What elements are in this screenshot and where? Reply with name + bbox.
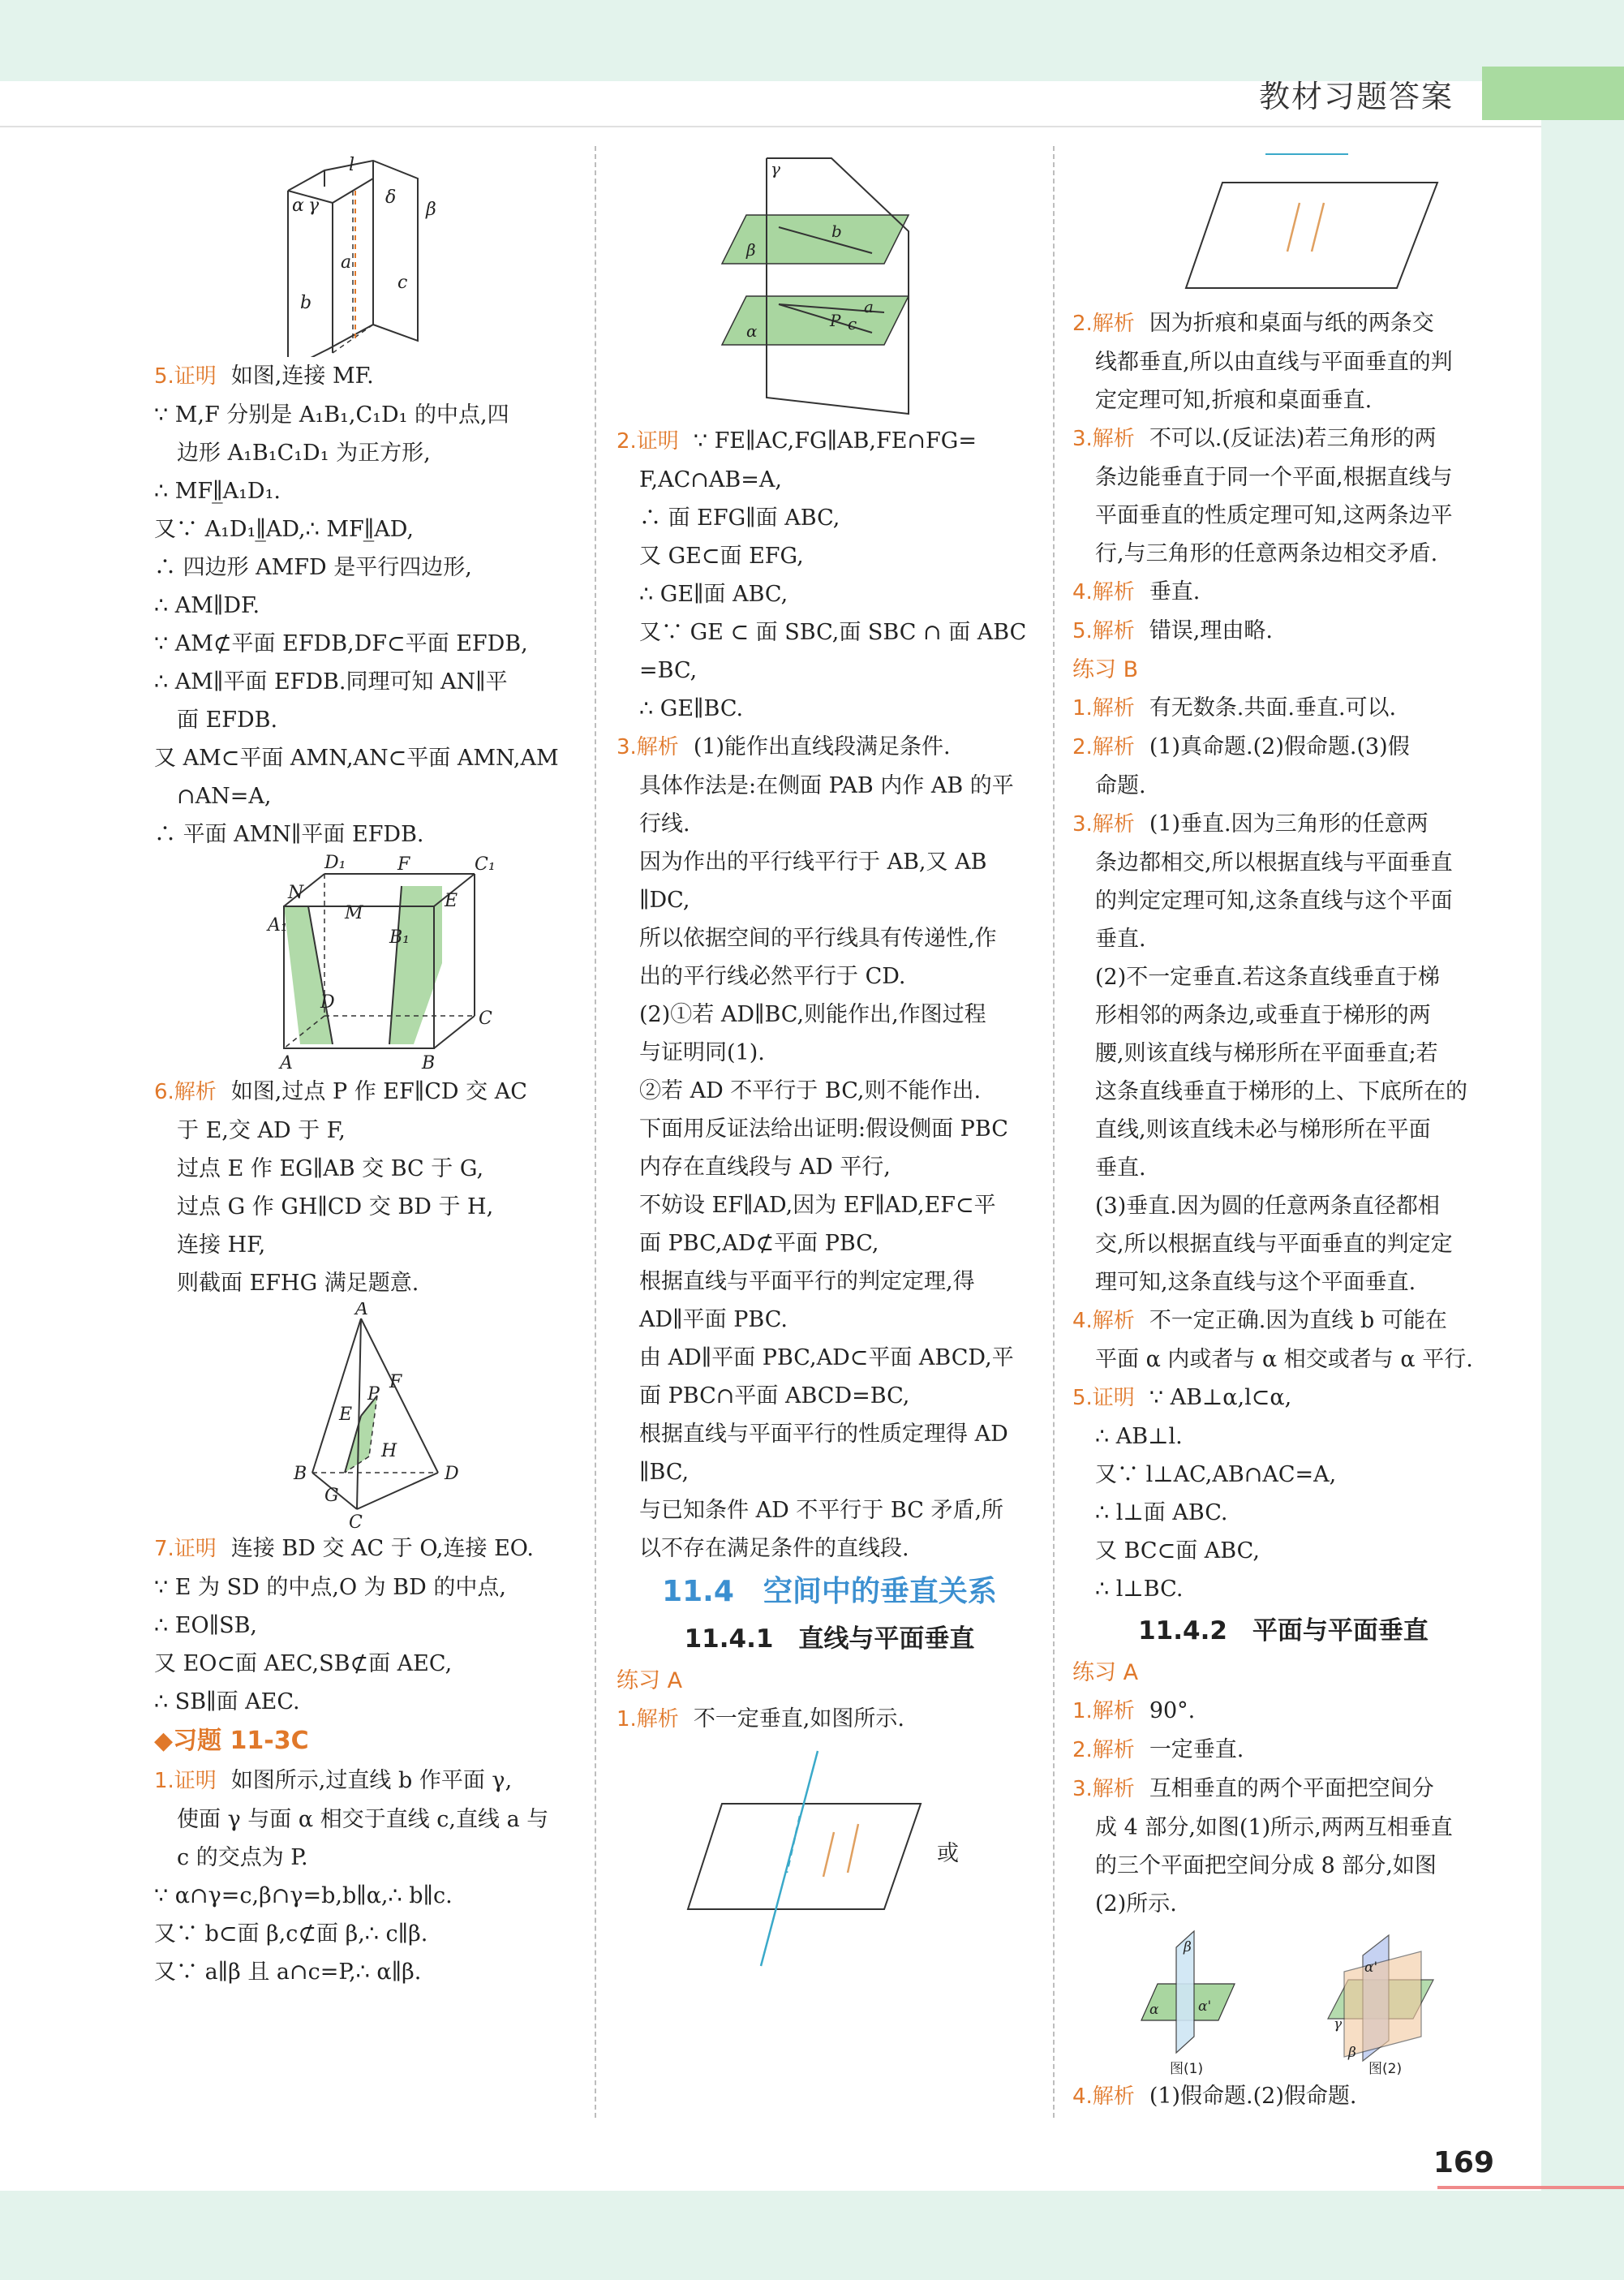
figure-parallel-planes (617, 146, 1042, 422)
answer-text: 又∵ a∥β 且 a∩c=P,∴ α∥β. (154, 1960, 422, 1985)
answer-line (1072, 1885, 1494, 1923)
fig-label: F (397, 854, 410, 875)
answer-label: 6.解析 (154, 1080, 217, 1104)
answer-item (154, 1762, 576, 1800)
answer-text: 由 AD∥平面 PBC,AD⊂平面 ABCD,平 (639, 1345, 1014, 1370)
answer-text: 命题. (1095, 773, 1146, 798)
figure-perpendicular-planes (1072, 1923, 1494, 2077)
answer-text: ∴ 面 EFG∥面 ABC, (639, 505, 840, 531)
answer-text: ∴ AM∥平面 EFDB.同理可知 AN∥平 (154, 669, 508, 695)
answer-text: 又∵ b⊂面 β,c⊄面 β,∴ c∥β. (154, 1921, 428, 1947)
answer-text: 面 PBC∩平面 ABCD=BC, (639, 1383, 910, 1409)
answer-line (1072, 996, 1494, 1035)
answer-label: 1.解析 (1072, 1699, 1135, 1723)
answer-label: 5.证明 (154, 364, 217, 389)
answer-line (1072, 1073, 1494, 1111)
answer-text: ∴ SB∥面 AEC. (154, 1689, 300, 1714)
exercise-heading: 练习 A (1072, 1660, 1139, 1685)
answer-line (617, 690, 1042, 728)
answer-line (617, 1529, 1042, 1568)
answer-line (154, 548, 576, 587)
answer-text: ∥BC, (639, 1460, 690, 1485)
answer-line (617, 1224, 1042, 1263)
answer-line (617, 996, 1042, 1034)
answer-text: 行,与三角形的任意两条边相交矛盾. (1095, 541, 1438, 566)
answer-line (1072, 1532, 1494, 1570)
page-number: 169 (1433, 2146, 1494, 2179)
answer-item (1072, 728, 1494, 767)
answer-text: 使面 γ 与面 α 相交于直线 c,直线 a 与 (177, 1807, 549, 1832)
fig-label: β (746, 240, 756, 260)
answer-label: 1.解析 (1072, 696, 1135, 721)
fig-label: C (349, 1512, 363, 1529)
answer-label: 5.证明 (1072, 1386, 1135, 1410)
answer-text: (2)不一定垂直.若这条直线垂直于梯 (1095, 965, 1440, 990)
answer-text: 不一定垂直,如图所示. (693, 1706, 904, 1732)
fig-label: D (445, 1464, 459, 1484)
answer-line (154, 1112, 576, 1150)
answer-line (617, 1110, 1042, 1148)
answer-label: 5.解析 (1072, 619, 1135, 643)
answer-label: 2.解析 (1072, 312, 1135, 336)
answer-text: 不妨设 EF∥AD,因为 EF∥AD,EF⊂平 (639, 1193, 996, 1218)
answer-line (1072, 1149, 1494, 1187)
answer-text: 腰,则该直线与梯形所在平面垂直;若 (1095, 1041, 1438, 1066)
answer-item (1072, 1731, 1494, 1770)
answer-line (617, 1491, 1042, 1529)
answer-text: ∵ AB⊥α,l⊂α, (1149, 1385, 1292, 1410)
fig-label: γ (771, 159, 780, 179)
answer-text: ∴ AB⊥l. (1095, 1424, 1183, 1449)
answer-text: 条边能垂直于同一个平面,根据直线与 (1095, 465, 1453, 490)
fig-label: δ (385, 187, 397, 208)
fig-label: γ (1334, 2016, 1343, 2033)
answer-line (154, 1877, 576, 1915)
exercise-set-heading: ◆习题 11-3C (154, 1727, 309, 1755)
fig-label: B₁ (389, 927, 410, 948)
fig-caption: 图(2) (1368, 2061, 1403, 2077)
fig-label: E (445, 891, 458, 911)
answer-text: 所以依据空间的平行线具有传递性,作 (639, 926, 997, 951)
answer-line (1072, 497, 1494, 535)
answer-line (154, 396, 576, 434)
answer-text: (2)①若 AD∥BC,则能作出,作图过程 (639, 1002, 986, 1027)
answer-item (1072, 1692, 1494, 1731)
answer-line (617, 1186, 1042, 1224)
answer-text: 与证明同(1). (639, 1040, 765, 1065)
answer-line (617, 957, 1042, 996)
page-number-bar (1437, 2186, 1624, 2189)
answer-text: 条边都相交,所以根据直线与平面垂直 (1095, 850, 1453, 875)
fig-label: G (324, 1486, 339, 1506)
answer-text: 如图,连接 MF. (230, 364, 374, 389)
figure-line-plane (617, 1739, 1042, 1974)
fig-label: C₁ (475, 854, 496, 875)
answer-item (1072, 1301, 1494, 1340)
answer-text: ∵ E 为 SD 的中点,O 为 BD 的中点, (154, 1575, 506, 1600)
fig-label: B (294, 1464, 307, 1484)
answer-text: ∴ l⊥BC. (1095, 1577, 1184, 1602)
answer-text: 如图,过点 P 作 EF∥CD 交 AC (230, 1079, 527, 1104)
answer-line (617, 537, 1042, 575)
answer-text: 又∵ A₁D₁∥̲AD,∴ MF∥̲AD, (154, 517, 414, 542)
fig-label: C (479, 1009, 492, 1029)
fig-label: H (381, 1441, 397, 1461)
answer-line (1072, 535, 1494, 573)
answer-text: (1)真命题.(2)假命题.(3)假 (1149, 734, 1410, 759)
answer-label: 2.解析 (1072, 1738, 1135, 1762)
figure-prism (154, 146, 576, 357)
answer-text: ∴ GE∥面 ABC, (639, 582, 788, 607)
answer-item (1072, 612, 1494, 651)
fig-or-text: 或 (937, 1841, 959, 1866)
answer-text: 与已知条件 AD 不平行于 BC 矛盾,所 (639, 1498, 1004, 1523)
exercise-heading: 练习 A (617, 1668, 683, 1693)
answer-line (154, 1226, 576, 1264)
answer-line (617, 1148, 1042, 1186)
answer-line (1072, 1187, 1494, 1225)
answer-line (154, 1188, 576, 1226)
answer-text: 又∵ GE ⊂ 面 SBC,面 SBC ∩ 面 ABC (639, 620, 1027, 645)
header-title: 教材习题答案 (1258, 79, 1454, 114)
answer-line (154, 587, 576, 625)
answer-line (154, 1800, 576, 1839)
answer-line (154, 434, 576, 472)
answer-text: 因为折痕和桌面与纸的两条交 (1149, 311, 1434, 336)
column-left (154, 146, 576, 1991)
answer-line (617, 1377, 1042, 1415)
answer-text: 连接 BD 交 AC 于 O,连接 EO. (230, 1536, 534, 1561)
fig-label: b (831, 222, 842, 241)
section-title: 11.4 空间中的垂直关系 (662, 1575, 997, 1608)
answer-label: 2.证明 (617, 429, 679, 454)
answer-line (617, 461, 1042, 499)
answer-line (1072, 1225, 1494, 1263)
answer-line (1072, 882, 1494, 920)
column-divider (595, 146, 596, 2118)
fig-label: α' (1198, 1998, 1212, 2015)
answer-item (154, 1073, 576, 1112)
answer-line (1072, 844, 1494, 882)
fig-label: A (355, 1302, 368, 1319)
column-right (1072, 146, 1494, 2116)
answer-text: 直线,则该直线未必与梯形所在平面 (1095, 1117, 1431, 1142)
subsection-title: 11.4.2 平面与平面垂直 (1138, 1616, 1429, 1645)
answer-line (154, 701, 576, 739)
answer-text: ∴ GE∥BC. (639, 696, 744, 721)
answer-item (1072, 304, 1494, 343)
answer-text: 垂直. (1149, 579, 1201, 604)
header-divider (0, 126, 1541, 127)
answer-text: ∴ EO∥SB, (154, 1613, 257, 1638)
answer-line (1072, 1263, 1494, 1301)
answer-text: 垂直. (1095, 1155, 1146, 1181)
fig-label: A₁ (268, 915, 288, 936)
answer-line (617, 919, 1042, 957)
answer-line (154, 1839, 576, 1877)
answer-text: 面 EFDB. (177, 708, 278, 733)
answer-text: 90°. (1149, 1698, 1196, 1723)
answer-item (617, 728, 1042, 767)
answer-line (1072, 343, 1494, 381)
exercise-heading: 练习 B (1072, 657, 1139, 682)
fig-label: F (389, 1372, 402, 1392)
answer-line (154, 1683, 576, 1721)
answer-label: 4.解析 (1072, 580, 1135, 604)
answer-text: 内存在直线段与 AD 平行, (639, 1155, 891, 1180)
header-tab (1482, 67, 1624, 120)
answer-text: (3)垂直.因为圆的任意两条直径都相 (1095, 1194, 1440, 1219)
answer-line (1072, 1340, 1494, 1379)
fig-label: γ (308, 196, 320, 216)
answer-text: 过点 E 作 EG∥AB 交 BC 于 G, (177, 1156, 484, 1181)
answer-item (1072, 805, 1494, 844)
answer-line (617, 805, 1042, 843)
answer-label: 4.解析 (1072, 2084, 1135, 2109)
fig-label: N (288, 883, 304, 903)
answer-label: 1.解析 (617, 1707, 679, 1732)
fig-label: c (397, 273, 408, 293)
answer-label: 3.解析 (1072, 812, 1135, 837)
answer-text: (1)垂直.因为三角形的任意两 (1149, 811, 1429, 837)
answer-line (617, 652, 1042, 690)
answer-item (1072, 419, 1494, 458)
answer-line (617, 843, 1042, 881)
answer-text: ∴ l⊥面 ABC. (1095, 1500, 1228, 1525)
answer-item (1072, 1770, 1494, 1809)
answer-text: 边形 A₁B₁C₁D₁ 为正方形, (177, 441, 431, 466)
answer-line (154, 663, 576, 701)
answer-line (617, 1263, 1042, 1301)
fig-label: β (426, 200, 436, 220)
answer-text: ∩AN=A, (177, 784, 272, 809)
answer-item (154, 357, 576, 396)
answer-text: 线都垂直,所以由直线与平面垂直的判 (1095, 350, 1453, 375)
answer-item (1072, 2077, 1494, 2116)
answer-text: 如图所示,过直线 b 作平面 γ, (230, 1768, 513, 1793)
fig-label: P (830, 311, 841, 330)
fig-label: D (320, 992, 335, 1013)
fig-label: α (292, 196, 304, 216)
answer-text: 理可知,这条直线与这个平面垂直. (1095, 1270, 1416, 1295)
fig-label: M (345, 903, 363, 923)
answer-text: ∴ 四边形 AMFD 是平行四边形, (154, 555, 472, 580)
answer-text: 又 BC⊂面 ABC, (1095, 1538, 1260, 1564)
answer-text: 行线. (639, 811, 690, 837)
fig-label: α' (1364, 1960, 1378, 1976)
answer-text: ∴ MF∥̲A₁D₁. (154, 479, 281, 504)
answer-line (1072, 767, 1494, 805)
answer-line (1072, 1417, 1494, 1456)
figure-tetrahedron (154, 1302, 576, 1529)
answer-line (1072, 1494, 1494, 1532)
answer-label: 2.解析 (1072, 735, 1135, 759)
answer-line (617, 1301, 1042, 1339)
answer-label: 3.解析 (1072, 427, 1135, 451)
answer-line (1072, 1111, 1494, 1149)
answer-line (617, 1339, 1042, 1377)
answer-line (617, 1034, 1042, 1072)
answer-text: 一定垂直. (1149, 1737, 1244, 1762)
answer-line (617, 1072, 1042, 1110)
answer-line (154, 472, 576, 510)
answer-text: (1)能作出直线段满足条件. (693, 734, 951, 759)
fig-label: E (339, 1405, 353, 1425)
answer-text: 的三个平面把空间分成 8 部分,如图 (1095, 1853, 1437, 1878)
fig-label: α (746, 321, 758, 341)
answer-line (617, 767, 1042, 805)
subsection-title: 11.4.1 直线与平面垂直 (684, 1624, 975, 1654)
answer-text: 以不存在满足条件的直线段. (639, 1536, 909, 1561)
answer-text: 平面 α 内或者与 α 相交或者与 α 平行. (1095, 1347, 1473, 1372)
fig-label: l (349, 155, 355, 175)
fig-label: a (864, 297, 874, 316)
answer-text: 形相邻的两条边,或垂直于梯形的两 (1095, 1003, 1431, 1028)
answer-text: AD∥平面 PBC. (639, 1307, 788, 1332)
answer-item (1072, 573, 1494, 612)
answer-line (1072, 381, 1494, 419)
answer-text: 互相垂直的两个平面把空间分 (1149, 1776, 1434, 1801)
answer-text: ∴ AM∥DF. (154, 593, 260, 618)
answer-text: 于 E,交 AD 于 F, (177, 1118, 346, 1143)
answer-text: F,AC∩AB=A, (639, 467, 782, 493)
fig-label: β (1184, 1939, 1192, 1955)
figure-plane-lines (1072, 146, 1494, 304)
answer-line (1072, 1847, 1494, 1885)
answer-line (154, 625, 576, 663)
answer-text: 具体作法是:在侧面 PAB 内作 AB 的平 (639, 773, 1014, 798)
answer-label: 7.证明 (154, 1537, 217, 1561)
answer-text: ②若 AD 不平行于 BC,则不能作出. (639, 1078, 982, 1103)
answer-text: c 的交点为 P. (177, 1845, 308, 1870)
answer-text: 不一定正确.因为直线 b 可能在 (1149, 1308, 1447, 1333)
answer-text: 则截面 EFHG 满足题意. (177, 1271, 419, 1296)
answer-text: ∵ M,F 分别是 A₁B₁,C₁D₁ 的中点,四 (154, 402, 509, 428)
answer-line (154, 815, 576, 854)
fig-label: a (341, 252, 352, 273)
answer-text: 因为作出的平行线平行于 AB,又 AB (639, 850, 987, 875)
answer-item (154, 1529, 576, 1568)
answer-text: ∵ FE∥AC,FG∥AB,FE∩FG= (693, 428, 977, 454)
fig-label: β (1348, 2045, 1356, 2061)
answer-text: 根据直线与平面平行的判定定理,得 (639, 1269, 975, 1294)
answer-text: 又 EO⊂面 AEC,SB⊄面 AEC, (154, 1651, 453, 1676)
answer-line (154, 1568, 576, 1607)
answer-text: 又 AM⊂平面 AMN,AN⊂平面 AMN,AM (154, 746, 559, 771)
answer-line (154, 739, 576, 777)
answer-text: 有无数条.共面.垂直.可以. (1149, 695, 1397, 721)
answer-line (1072, 1809, 1494, 1847)
answer-text: (1)假命题.(2)假命题. (1149, 2084, 1357, 2109)
answer-label: 1.证明 (154, 1769, 217, 1793)
answer-text: 根据直线与平面平行的性质定理得 AD (639, 1422, 1008, 1447)
answer-text: 定定理可知,折痕和桌面垂直. (1095, 388, 1373, 413)
answer-item (1072, 1379, 1494, 1417)
answer-line (1072, 920, 1494, 958)
answer-line (617, 1415, 1042, 1453)
answer-text: 又∵ l⊥AC,AB∩AC=A, (1095, 1462, 1337, 1487)
fig-label: α (1149, 2002, 1159, 2018)
column-middle (617, 146, 1042, 1974)
answer-line (617, 1453, 1042, 1491)
answer-line (154, 1150, 576, 1188)
answer-label: 4.解析 (1072, 1309, 1135, 1333)
answer-line (617, 575, 1042, 613)
answer-label: 3.解析 (1072, 1777, 1135, 1801)
fig-label: B (422, 1053, 436, 1073)
answer-line (154, 1953, 576, 1991)
answer-text: 的判定定理可知,这条直线与这个平面 (1095, 888, 1453, 914)
fig-label: b (300, 293, 312, 313)
answer-text: 过点 G 作 GH∥CD 交 BD 于 H, (177, 1194, 494, 1220)
answer-line (154, 1915, 576, 1953)
answer-line (1072, 1035, 1494, 1073)
answer-text: 成 4 部分,如图(1)所示,两两互相垂直 (1095, 1815, 1453, 1840)
answer-text: ∴ 平面 AMN∥平面 EFDB. (154, 822, 424, 847)
fig-label: c (848, 314, 857, 333)
answer-line (154, 1645, 576, 1683)
figure-cube (154, 854, 576, 1073)
answer-line (154, 777, 576, 815)
answer-text: (2)所示. (1095, 1891, 1177, 1916)
fig-label: P (367, 1384, 380, 1405)
answer-text: 不可以.(反证法)若三角形的两 (1149, 426, 1437, 451)
fig-label: D₁ (324, 854, 346, 873)
answer-line (1072, 1456, 1494, 1494)
answer-line (617, 613, 1042, 652)
answer-label: 3.解析 (617, 735, 679, 759)
answer-text: 错误,理由略. (1149, 618, 1273, 643)
answer-text: ∵ AM⊄平面 EFDB,DF⊂平面 EFDB, (154, 631, 528, 656)
answer-text: ∵ α∩γ=c,β∩γ=b,b∥α,∴ b∥c. (154, 1883, 453, 1908)
answer-text: 出的平行线必然平行于 CD. (639, 964, 906, 989)
answer-line (1072, 958, 1494, 996)
answer-text: 连接 HF, (177, 1232, 266, 1258)
answer-text: 面 PBC,AD⊄平面 PBC, (639, 1231, 879, 1256)
answer-line (154, 1607, 576, 1645)
fig-caption: 图(1) (1170, 2061, 1204, 2077)
answer-item (617, 422, 1042, 461)
answer-line (617, 499, 1042, 537)
answer-item (617, 1700, 1042, 1739)
fig-label: A (280, 1053, 293, 1073)
answer-item (1072, 689, 1494, 728)
answer-text: 又 GE⊂面 EFG, (639, 544, 804, 569)
answer-text: 平面垂直的性质定理可知,这两条边平 (1095, 503, 1453, 528)
answer-text: 下面用反证法给出证明:假设侧面 PBC (639, 1116, 1008, 1142)
column-divider (1053, 146, 1055, 2118)
answer-text: =BC, (639, 658, 698, 683)
answer-text: 交,所以根据直线与平面垂直的判定定 (1095, 1232, 1453, 1257)
answer-text: ∥DC, (639, 888, 690, 913)
answer-line (1072, 1570, 1494, 1608)
answer-line (1072, 458, 1494, 497)
answer-line (154, 1264, 576, 1302)
answer-text: 这条直线垂直于梯形的上、下底所在的 (1095, 1079, 1467, 1104)
answer-line (617, 881, 1042, 919)
answer-text: 垂直. (1095, 927, 1146, 952)
answer-line (154, 510, 576, 548)
